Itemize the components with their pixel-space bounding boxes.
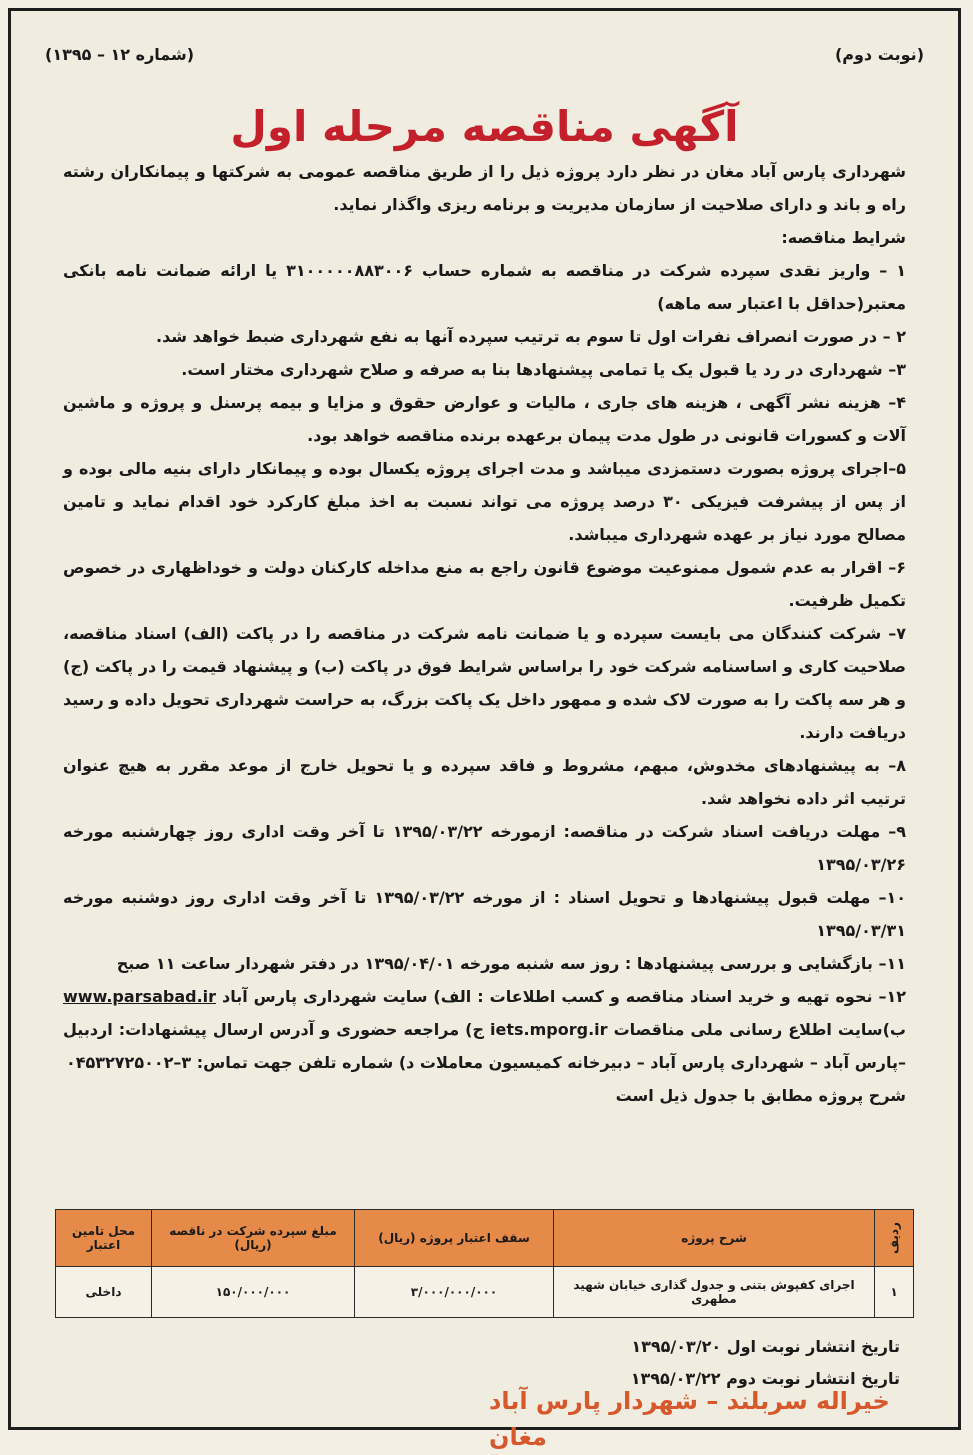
header-deposit: مبلغ سپرده شرکت در ناقصه (ریال) bbox=[152, 1210, 355, 1267]
issue-number-label: (شماره ۱۲ – ۱۳۹۵) bbox=[45, 45, 195, 64]
header-funding: محل تامین اعتبار bbox=[56, 1210, 152, 1267]
table-intro: شرح پروژه مطابق با جدول ذیل است bbox=[615, 1086, 906, 1105]
condition-7: ۷– شرکت کنندگان می بایست سپرده و یا ضمانت نامه شرکت در مناقصه را در پاکت (الف) اسناد مناقصه، صلاحیت کاری و اساسنامه شرکت خود را براساس شرایط فوق در پاکت (ب) و پیشنهاد قیمت را در پاکت (ج) و هر سه پاکت را به صورت لاک شده و ممهور داخل یک پاکت بزرگ، به حراست شهرداری تحویل داده و رسید دریافت دارند. bbox=[63, 624, 906, 742]
condition-4: ۴– هزینه نشر آگهی ، هزینه های جاری ، مالیات و عوارض حقوق و مزایا و بیمه پرسنل و پروژه و ماشین آلات و کسورات قانونی در طول مدت پیمان برعهده برنده مناقصه خواهد بود. bbox=[63, 393, 906, 445]
tender-website-link[interactable]: iets.mporg.ir bbox=[490, 1020, 608, 1039]
condition-1: ۱ – واریز نقدی سپرده شرکت در مناقصه به شماره حساب ۳۱۰۰۰۰۰۸۸۳۰۰۶ یا ارائه ضمانت نامه بانکی معتبر(حداقل با اعتبار سه ماهه) bbox=[63, 261, 907, 313]
condition-12 bbox=[63, 980, 906, 1079]
cell-row-number: ۱ bbox=[875, 1267, 914, 1318]
conditions-heading: شرایط مناقصه: bbox=[781, 228, 906, 247]
table-row bbox=[56, 1267, 914, 1318]
condition-2: ۲ – در صورت انصراف نفرات اول تا سوم به ترتیب سپرده آنها به نفع شهرداری ضبط خواهد شد. bbox=[155, 327, 906, 346]
project-table-wrapper bbox=[55, 1209, 914, 1318]
condition-11: ۱۱– بازگشایی و بررسی پیشنهادها : روز سه شنبه مورخه ۱۳۹۵/۰۴/۰۱ در دفتر شهردار ساعت ۱۱ صبح bbox=[116, 954, 906, 973]
condition-3: ۳– شهرداری در رد یا قبول یک یا تمامی پیشنهادها بنا به صرفه و صلاح شهرداری مختار است. bbox=[181, 360, 906, 379]
second-publication-date: تاریخ انتشار نوبت دوم ۱۳۹۵/۰۳/۲۲ bbox=[630, 1369, 900, 1388]
municipality-website-link[interactable]: www.parsabad.ir bbox=[63, 987, 217, 1006]
condition-10: ۱۰– مهلت قبول پیشنهادها و تحویل اسناد : از مورخه ۱۳۹۵/۰۳/۲۲ تا آخر وقت اداری روز دوشنبه مورخه ۱۳۹۵/۰۳/۳۱ bbox=[63, 888, 907, 940]
issue-round-label: (نوبت دوم) bbox=[834, 45, 924, 64]
condition-9: ۹– مهلت دریافت اسناد شرکت در مناقصه: ازمورخه ۱۳۹۵/۰۳/۲۲ تا آخر وقت اداری روز چهارشنبه مورخه ۱۳۹۵/۰۳/۲۶ bbox=[63, 822, 906, 874]
condition-12-part2: ب)سایت اطلاع رسانی ملی مناقصات bbox=[613, 1020, 907, 1039]
condition-6: ۶– اقرار به عدم شمول ممنوعیت موضوع قانون راجع به منع مداخله کارکنان دولت و خوداظهاری در خصوص تکمیل ظرفیت. bbox=[63, 558, 906, 610]
header-row bbox=[45, 45, 924, 69]
cell-description: اجرای کفپوش بتنی و جدول گذاری خیابان شهید مطهری bbox=[554, 1267, 875, 1318]
notice-page bbox=[8, 8, 961, 1451]
notice-body bbox=[63, 155, 906, 1112]
cell-funding: داخلی bbox=[56, 1267, 152, 1318]
cell-ceiling: ۳/۰۰۰/۰۰۰/۰۰۰ bbox=[355, 1267, 554, 1318]
header-ceiling: سقف اعتبار پروژه (ریال) bbox=[355, 1210, 554, 1267]
header-description: شرح پروژه bbox=[554, 1210, 875, 1267]
intro-paragraph: شهرداری پارس آباد مغان در نظر دارد پروژه ذیل را از طریق مناقصه عمومی به شرکتها و پیمانکاران رشته راه و باند و دارای صلاحیت از سازمان مدیریت و برنامه ریزی واگذار نماید. bbox=[63, 162, 906, 214]
header-row-number: ردیف bbox=[875, 1210, 914, 1267]
cell-deposit: ۱۵۰/۰۰۰/۰۰۰ bbox=[152, 1267, 355, 1318]
page-title: آگهی مناقصه مرحله اول bbox=[230, 102, 739, 151]
condition-12-part3: ج) مراجعه حضوری و آدرس ارسال پیشنهادات: اردبیل –پارس آباد – شهرداری پارس آباد – دبیرخانه کمیسیون معاملات د) شماره تلفن جهت تماس: ۳–۰۴۵۳۲۷۲۵۰۰۲ bbox=[63, 1020, 906, 1072]
condition-8: ۸– به پیشنهادهای مخدوش، مبهم، مشروط و فاقد سپرده و یا تحویل خارج از موعد مقرر به هیچ عنوان ترتیب اثر داده نخواهد شد. bbox=[63, 756, 906, 808]
condition-5: ۵–اجرای پروژه بصورت دستمزدی میباشد و مدت اجرای پروژه یکسال بوده و پیمانکار دارای بنیه مالی بوده و از پس از پیشرفت فیزیکی ۳۰ درصد پروژه می تواند نسبت به اخذ مبلغ کارکرد خود اقدام نماید و تامین مصالح مورد نیاز بر عهده شهرداری میباشد. bbox=[63, 459, 907, 544]
project-table bbox=[55, 1209, 914, 1318]
condition-12-part1: ۱۲– نحوه تهیه و خرید اسناد مناقصه و کسب اطلاعات : الف) سایت شهرداری پارس آباد bbox=[222, 987, 906, 1006]
first-publication-date: تاریخ انتشار نوبت اول ۱۳۹۵/۰۳/۲۰ bbox=[631, 1337, 900, 1356]
table-header-row bbox=[56, 1210, 914, 1267]
mayor-signature: خیراله سربلند – شهردار پارس آباد مغان bbox=[489, 1387, 890, 1451]
